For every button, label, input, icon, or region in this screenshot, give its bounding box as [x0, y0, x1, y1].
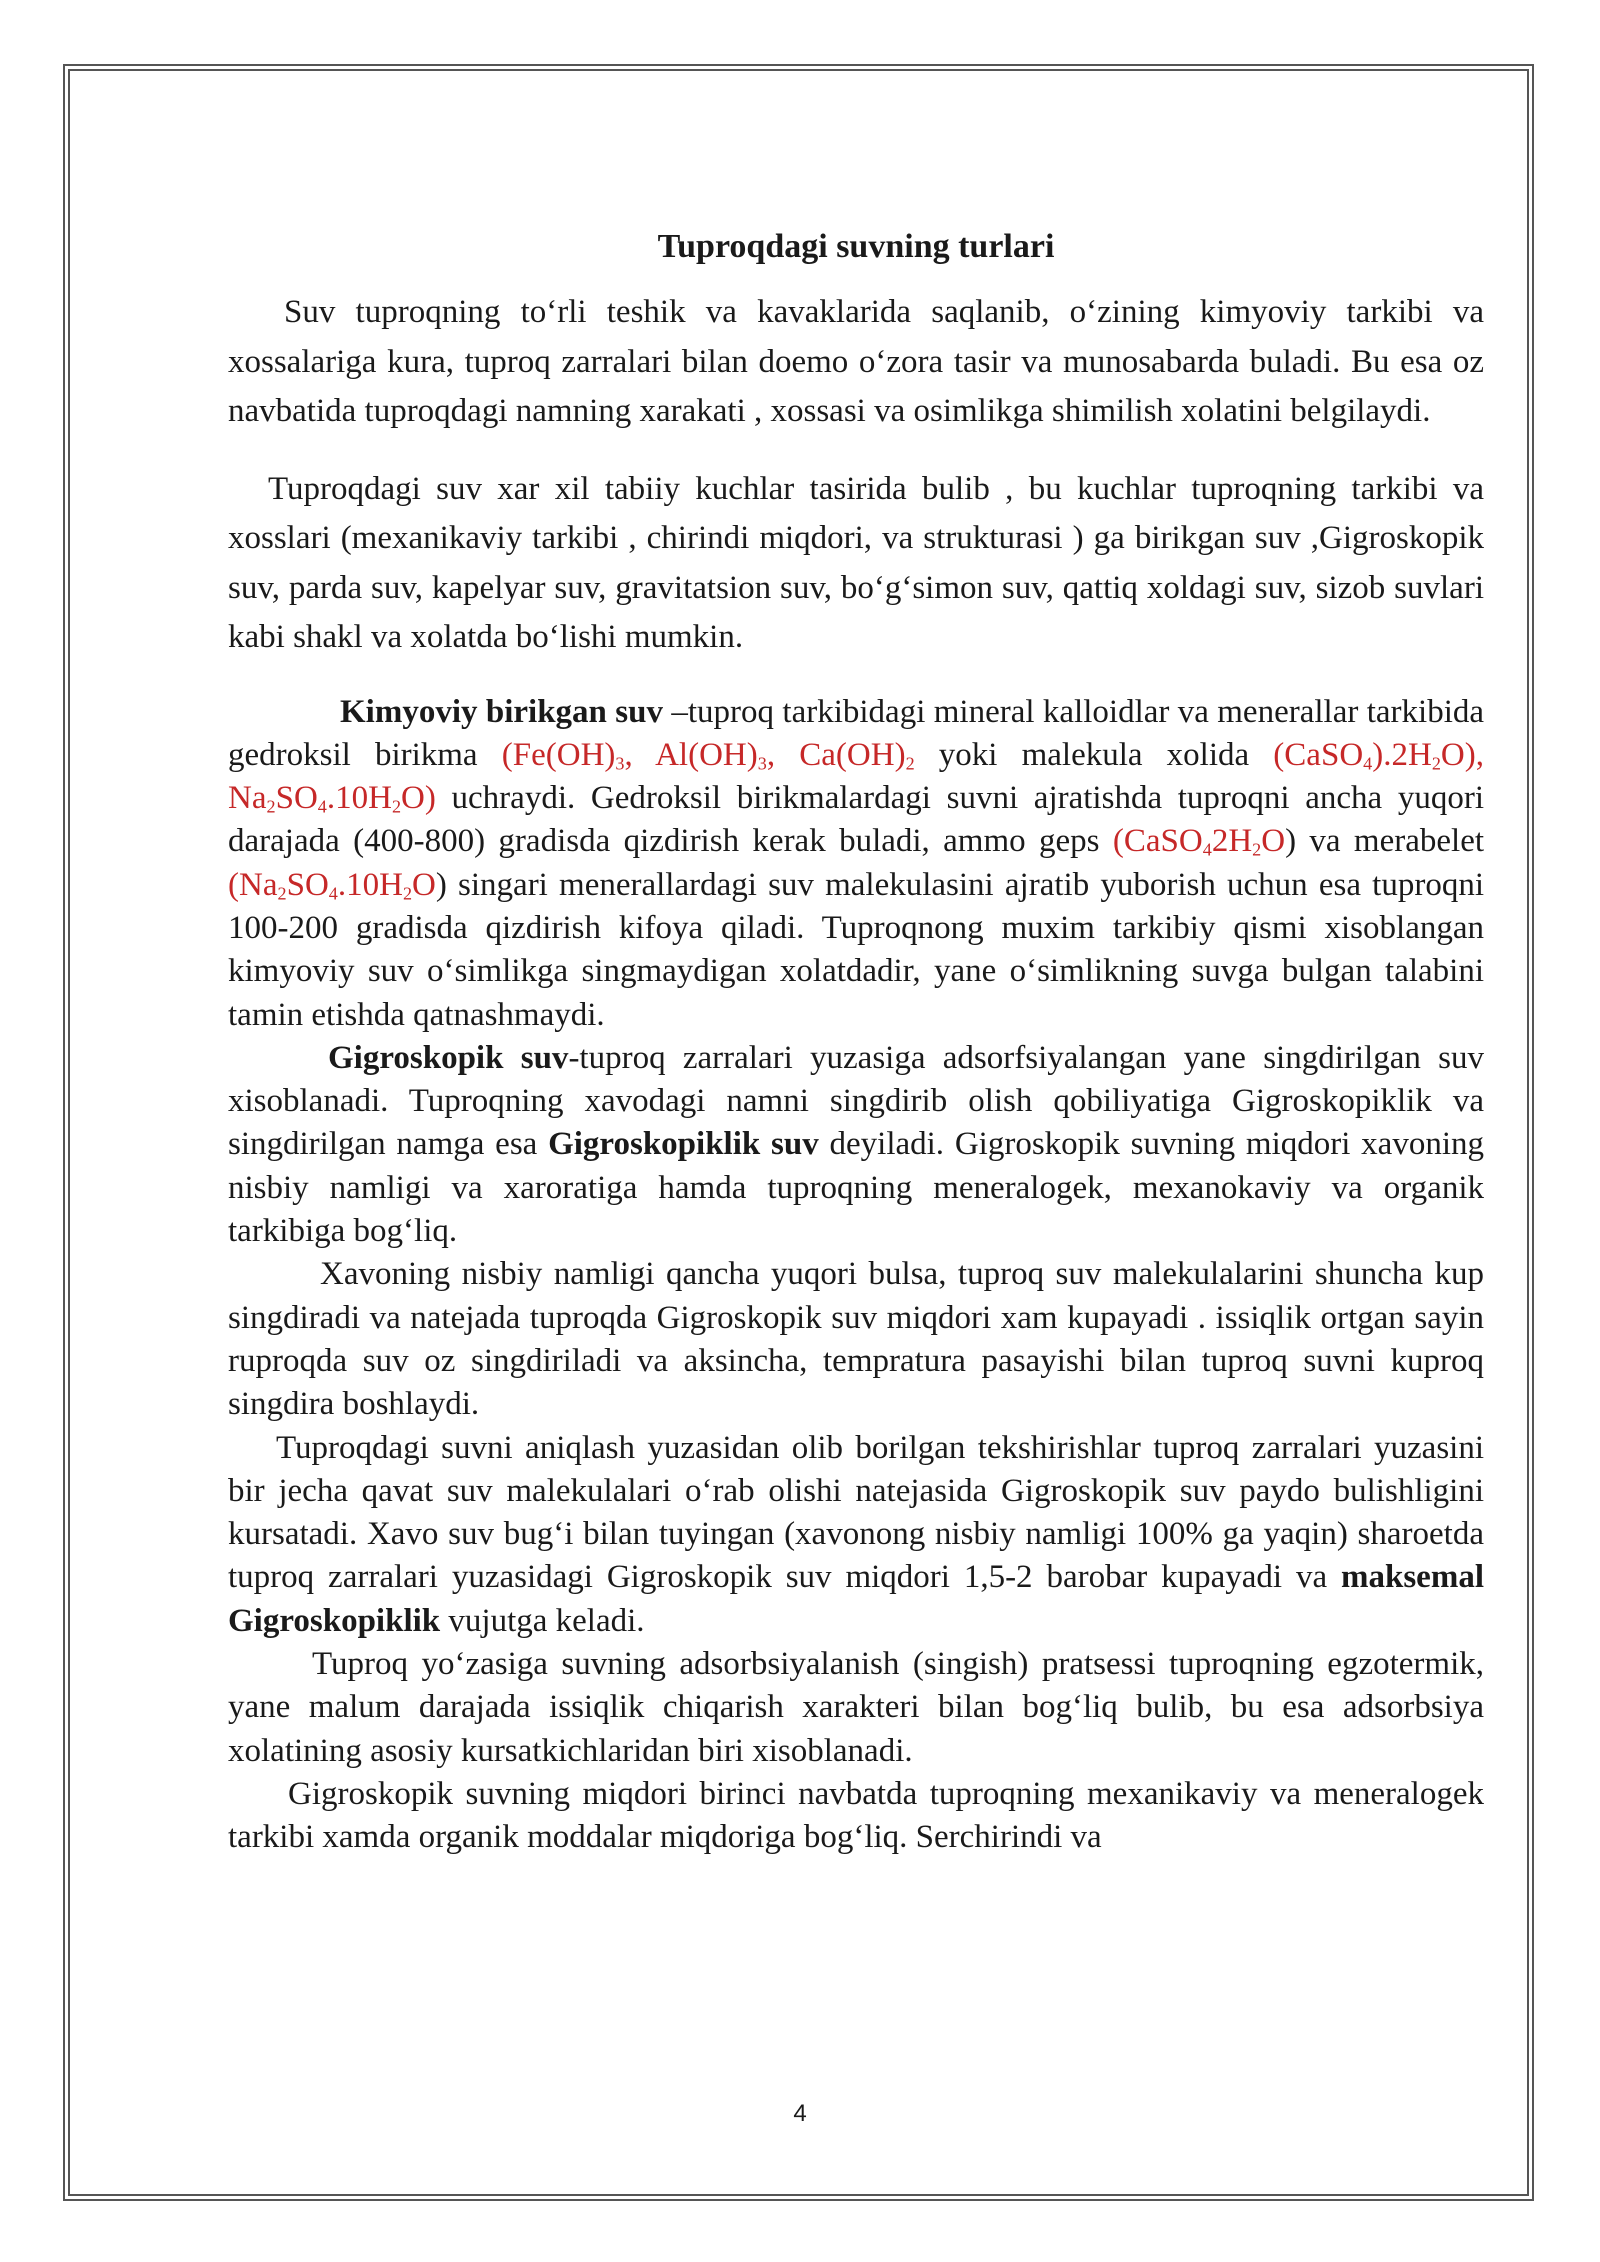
text-segment: Tuproqdagi suvni aniqlash yuzasidan olib borilgan tekshirishlar tuproq zarralari yuzasini bir jecha qavat suv malekulalari o‘rab olishi natejasida Gigroskopik suv paydo bulishligini kursatadi. Xavo suv bug‘i bilan tuyingan (xavonong nisbiy namligi 100% ga yaqin) sharoetda tuproq zarralari yuzasidagi Gigroskopik suv miqdori 1,5-2 barobar kupayadi va [228, 1429, 1484, 1596]
paragraph-water-forces: Tuproqdagi suv xar xil tabiiy kuchlar tasirida bulib , bu kuchlar tuproqning tarkibi va xosslari (mexanikaviy tarkibi , chirindi miqdori, va strukturasi ) ga birikgan suv ,Gigroskopik suv, parda suv, kapelyar suv, gravitatsion suv, bo‘g‘simon suv, qattiq xoldagi suv, sizob suvlari kabi shakl va xolatda bo‘lishi mumkin. [228, 470, 1484, 655]
text-segment: deyiladi. Gigroskopik suvning miqdori xavoning nisbiy namligi va xaroratiga hamda tuproqning meneralogek, mexanokaviy va organik tarkibiga bog‘liq. [228, 1126, 1484, 1250]
text-segment: –tuproq tarkibidagi mineral kalloidlar va menerallar tarkibida gedroksil birikma [228, 693, 1485, 773]
paragraph-hygroscopic-amount: Gigroskopik suvning miqdori birinci navbatda tuproqning mexanikaviy va meneralogek tarkibi xamda organik moddalar miqdoriga bog‘liq. Serchirindi va [228, 1775, 1484, 1856]
term-chemically-bound-water: Kimyoviy birikgan suv [340, 693, 663, 730]
formula-hydroxides: ($Fe(OH)_3$, $Al(OH)_3$, $Ca(OH)_2$ [501, 736, 915, 774]
formula-mirabilite-2: ($Na_2SO_4.10H_2O$ [228, 866, 436, 904]
paragraph-adsorption: Tuproq yo‘zasiga suvning adsorbsiyalanish (singish) pratsessi tuproqning egzotermik, yane malum darajada issiqlik chiqarish xarakteri bilan bog‘liq bulib, bu esa adsorbsiya xolatining asosiy kursatkichlaridan biri xisoblanadi. [228, 1646, 1484, 1769]
text-segment: ) singari menerallardagi suv malekulasini ajratib yuborish uchun esa tuproqni 100-200 gradisda qizdirish kifoya qiladi. Tuproqnong muxim tarkibiy qismi xisoblangan kimyoviy suv o‘simlikga singmaydigan xolatdadir, yane o‘simlikning suvga bulgan talabini tamin etishda qatnashmaydi. [228, 866, 1484, 1033]
paragraph-air-humidity: Xavoning nisbiy namligi qancha yuqori bulsa, tuproq suv malekulalarini shuncha kup singdiradi va natejada tuproqda Gigroskopik suv miqdori xam kupayadi . issiqlik ortgan sayin ruproqda suv oz singdiriladi va aksincha, tempratura pasayishi bilan tuproq suvni kuproq singdira boshlaydi. [228, 1256, 1484, 1423]
paragraph-hygroscopic-water [228, 1037, 1484, 1253]
text-segment: yoki malekula xolida [914, 736, 1274, 773]
document-title: Tuproqdagi suvning turlari [657, 228, 1055, 265]
paragraph-intro: Suv tuproqning to‘rli teshik va kavaklarida saqlanib, o‘zining kimyoviy tarkibi va xossalariga kura, tuproq zarralari bilan doemo o‘zora tasir va munosabarda buladi. Bu esa oz navbatida tuproqdagi namning xarakati , xossasi va osimlikga shimilish xolatini belgilaydi. [228, 294, 1484, 429]
term-max-hygroscopicity: maksemal Gigroskopiklik [228, 1559, 1484, 1639]
term-hygroscopicity-water: Gigroskopiklik suv [548, 1126, 819, 1163]
paragraph-chemically-bound-water [228, 691, 1484, 1037]
document-body [228, 228, 1484, 1860]
formula-gypsum: $(CaSO_4).2H_2O$), [1273, 736, 1484, 774]
text-segment: vujutga keladi. [440, 1602, 645, 1639]
term-hygroscopic-water: Gigroskopik suv [328, 1039, 569, 1076]
text-segment: uchraydi. Gedroksil birikmalardagi suvni ajratishda tuproqni ancha yuqori darajada (400-800) gradisda qizdirish kerak buladi, ammo geps [228, 780, 1484, 860]
page-number: 4 [793, 2100, 807, 2127]
paragraph-max-hygroscopicity [228, 1427, 1484, 1643]
formula-gypsum-2: ($CaSO_42H_2O$ [1112, 823, 1286, 860]
text-segment: -tuproq zarralari yuzasiga adsorfsiyalangan yane singdirilgan suv xisoblanadi. Tuproqning xavodagi namni singdirib olish qobiliyatiga Gigroskopiklik va singdirilgan namga esa [228, 1039, 1484, 1163]
text-segment: ) va merabelet [1285, 823, 1485, 860]
formula-mirabilite: $Na_2SO_4.10H_2O$) [228, 780, 436, 817]
